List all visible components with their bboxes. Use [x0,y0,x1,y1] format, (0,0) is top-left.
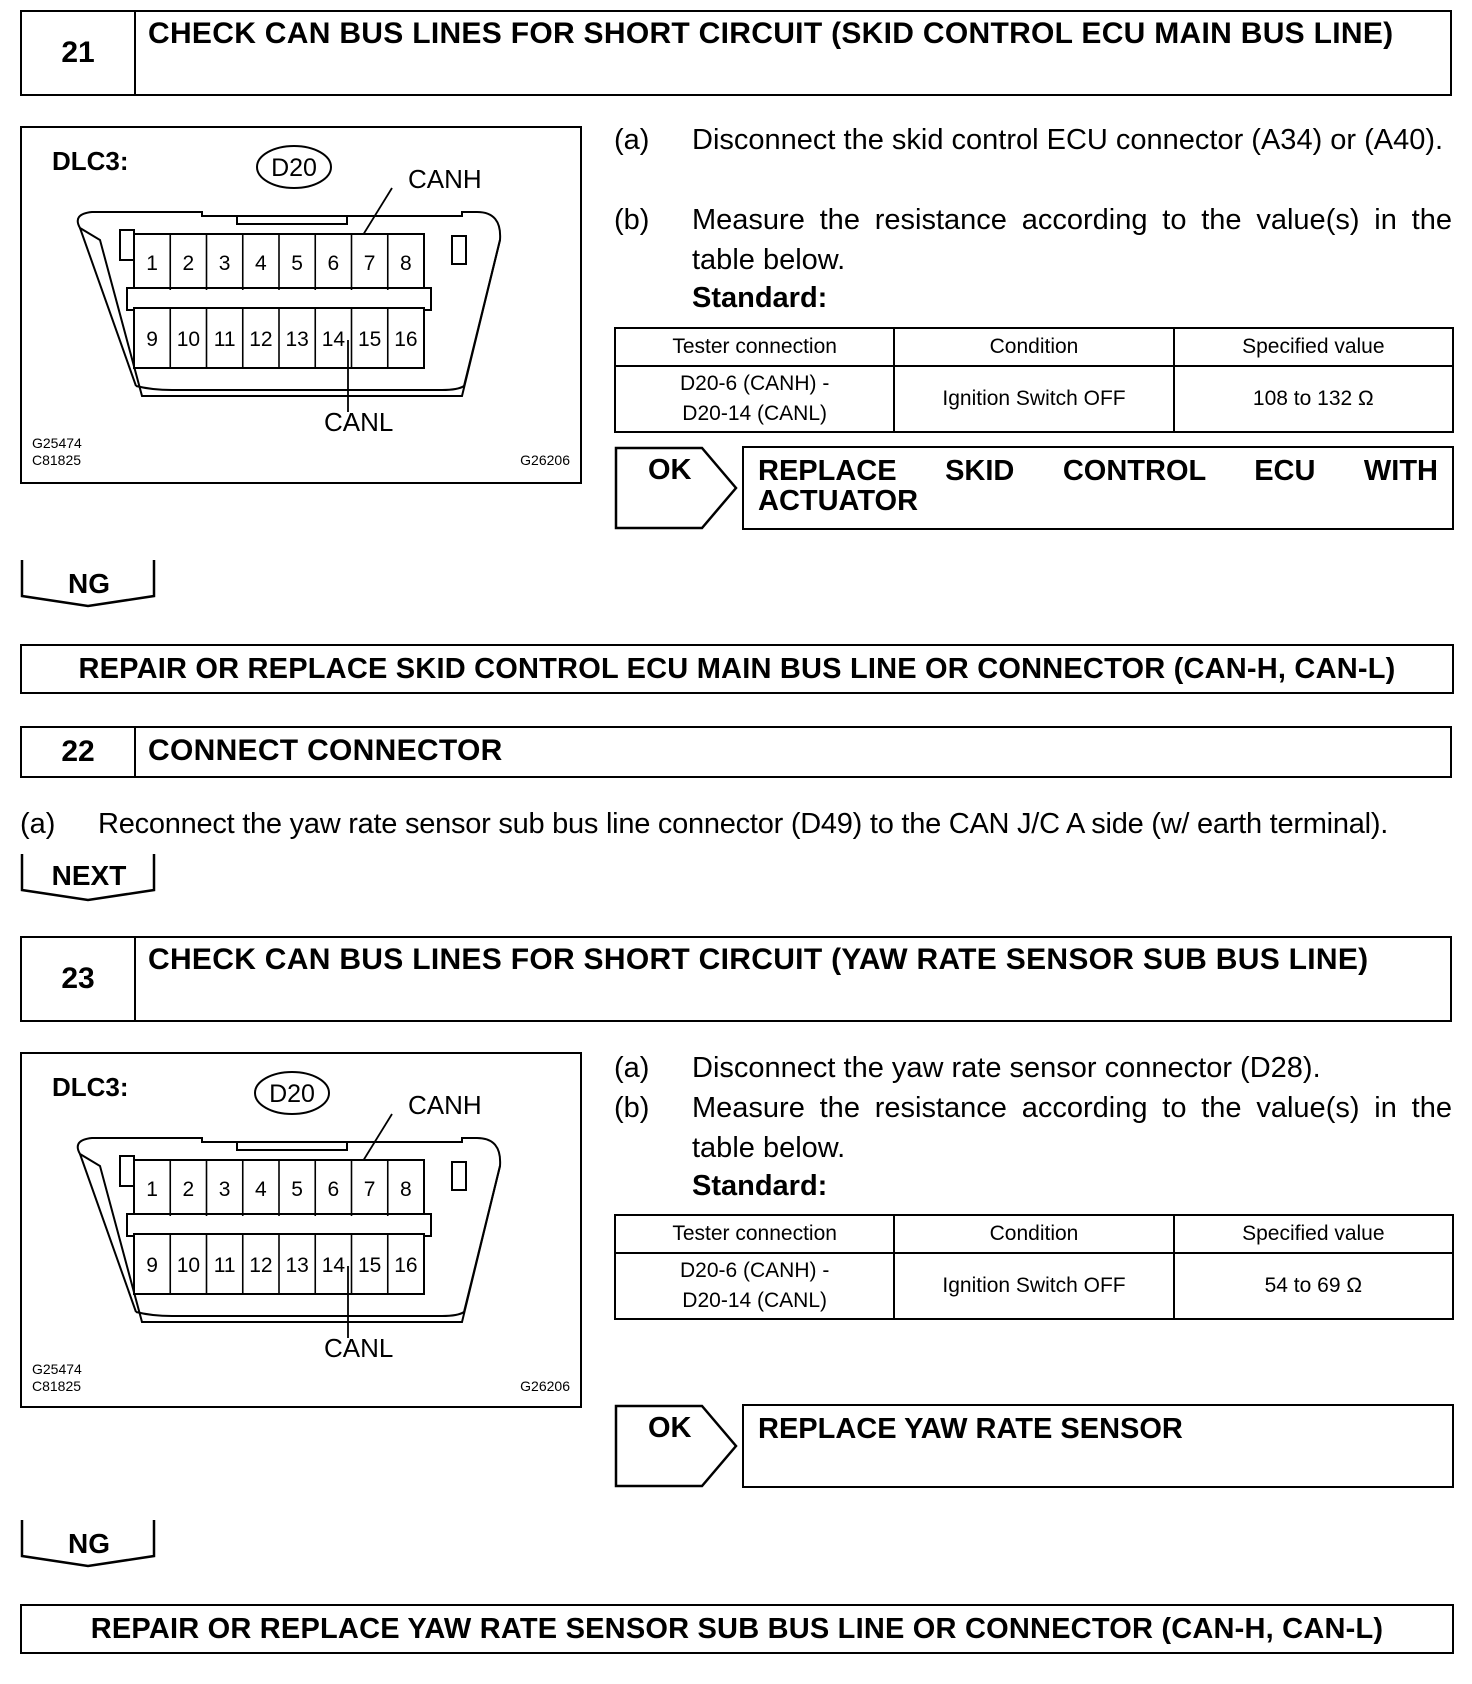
dlc3-diagram [20,126,582,484]
ng-arrow [20,1518,158,1570]
step-title: CONNECT CONNECTOR [148,734,503,767]
pin-number: 2 [182,1178,195,1201]
pin-number: 10 [176,328,201,351]
instruction-b [614,200,1452,280]
figure-code: G25474 [32,435,82,451]
pin-number: 6 [327,1178,340,1201]
connector-id: D20 [269,1080,315,1108]
step-number: 21 [22,12,136,94]
pin-number: 8 [400,1178,412,1201]
instruction-a [614,1048,1452,1088]
connector-id: D20 [271,154,317,182]
table-cell-condition: Ignition Switch OFF [894,1253,1173,1319]
instruction-text: Measure the resistance according to the value(s) in the table below. [692,204,1452,276]
pin-number: 1 [146,1178,158,1201]
dlc3-label: DLC3: [52,146,129,176]
instruction-label: (a) [614,1052,650,1084]
canh-label: CANH [408,1090,482,1120]
instruction-text: Measure the resistance according to the value(s) in the table below. [692,1092,1452,1164]
spec-table [614,327,1454,433]
table-cell-value: 108 to 132 Ω [1174,366,1453,432]
pin-number: 14 [321,1254,346,1277]
pin-number: 2 [182,252,195,275]
instruction-a [614,120,1452,200]
pin-number: 8 [400,252,412,275]
ng-label: NG [68,568,110,599]
standard-label: Standard: [692,282,828,314]
instruction-b [614,1088,1452,1168]
spec-table [614,1214,1454,1320]
pin-number: 16 [394,328,418,351]
table-header: Specified value [1174,328,1453,366]
figure-code: C81825 [32,1378,82,1394]
table-header: Condition [894,1215,1173,1253]
instruction-a [20,804,1460,846]
table-cell-connection: D20-6 (CANH) - D20-14 (CANL) [615,1253,894,1319]
canl-label: CANL [324,1333,394,1363]
table-cell-connection: D20-6 (CANH) - D20-14 (CANL) [615,366,894,432]
pin-number: 12 [249,1254,273,1277]
table-cell-value: 54 to 69 Ω [1174,1253,1453,1319]
ok-label: OK [648,454,692,486]
table-header: Specified value [1174,1215,1453,1253]
ng-arrow [20,558,158,610]
step-title: CHECK CAN BUS LINES FOR SHORT CIRCUIT (SKID CONTROL ECU MAIN BUS LINE) [148,17,1394,50]
figure-code: G26206 [520,1378,570,1394]
step-21-header [20,10,1452,96]
ng-label: NG [68,1528,110,1559]
pin-number: 9 [146,328,158,351]
step-22-header [20,726,1452,778]
pin-number: 10 [176,1254,201,1277]
pin-number: 7 [363,1178,376,1201]
pin-number: 12 [249,328,273,351]
pin-number: 3 [218,1178,231,1201]
step-number: 22 [22,728,136,776]
instruction-label: (b) [614,204,650,236]
ok-label: OK [648,1412,692,1444]
standard-label: Standard: [692,1170,828,1202]
dlc3-connector-drawing [22,1054,579,1405]
ok-result-box [742,446,1454,530]
pin-number: 13 [285,328,309,351]
pin-number: 3 [218,252,231,275]
pin-number: 13 [285,1254,309,1277]
ok-arrow [614,1404,742,1488]
instruction-label: (a) [20,808,56,840]
table-cell-condition: Ignition Switch OFF [894,366,1173,432]
pin-number: 6 [327,252,340,275]
instruction-label: (b) [614,1092,650,1124]
pin-number: 4 [255,252,267,275]
step-number: 23 [22,938,136,1020]
instruction-text: Disconnect the yaw rate sensor connector (D28). [692,1052,1321,1084]
dlc3-diagram [20,1052,582,1408]
dlc3-connector-drawing [22,128,579,481]
ok-result-box [742,1404,1454,1488]
pin-number: 4 [255,1178,267,1201]
figure-code: G26206 [520,452,570,468]
pin-number: 16 [394,1254,418,1277]
ng-result-box: REPAIR OR REPLACE SKID CONTROL ECU MAIN BUS LINE OR CONNECTOR (CAN-H, CAN-L) [20,644,1454,694]
table-header: Tester connection [615,328,894,366]
pin-number: 1 [146,252,158,275]
ok-result-text: REPLACE SKID CONTROL ECU WITH ACTUATOR [758,455,1438,517]
instruction-label: (a) [614,124,650,156]
canh-label: CANH [408,164,482,194]
ok-arrow [614,446,742,530]
table-header: Condition [894,328,1173,366]
pin-number: 5 [291,1178,303,1201]
next-arrow [20,852,158,904]
pin-number: 5 [291,252,303,275]
pin-number: 11 [213,328,236,351]
pin-number: 11 [213,1254,236,1277]
step-title: CHECK CAN BUS LINES FOR SHORT CIRCUIT (YAW RATE SENSOR SUB BUS LINE) [148,943,1369,976]
table-header: Tester connection [615,1215,894,1253]
canl-label: CANL [324,407,394,437]
pin-number: 9 [146,1254,158,1277]
figure-code: C81825 [32,452,82,468]
ok-result-text: REPLACE YAW RATE SENSOR [758,1413,1183,1445]
instruction-text: Reconnect the yaw rate sensor sub bus line connector (D49) to the CAN J/C A side (w/ earth terminal). [98,808,1389,840]
figure-code: G25474 [32,1361,82,1377]
next-label: NEXT [51,860,127,891]
ng-result-box: REPAIR OR REPLACE YAW RATE SENSOR SUB BUS LINE OR CONNECTOR (CAN-H, CAN-L) [20,1604,1454,1654]
step-23-header [20,936,1452,1022]
pin-number: 14 [321,328,346,351]
instruction-text: Disconnect the skid control ECU connector (A34) or (A40). [692,124,1444,156]
dlc3-label: DLC3: [52,1072,129,1102]
pin-number: 15 [357,328,382,351]
pin-number: 15 [357,1254,382,1277]
pin-number: 7 [363,252,376,275]
